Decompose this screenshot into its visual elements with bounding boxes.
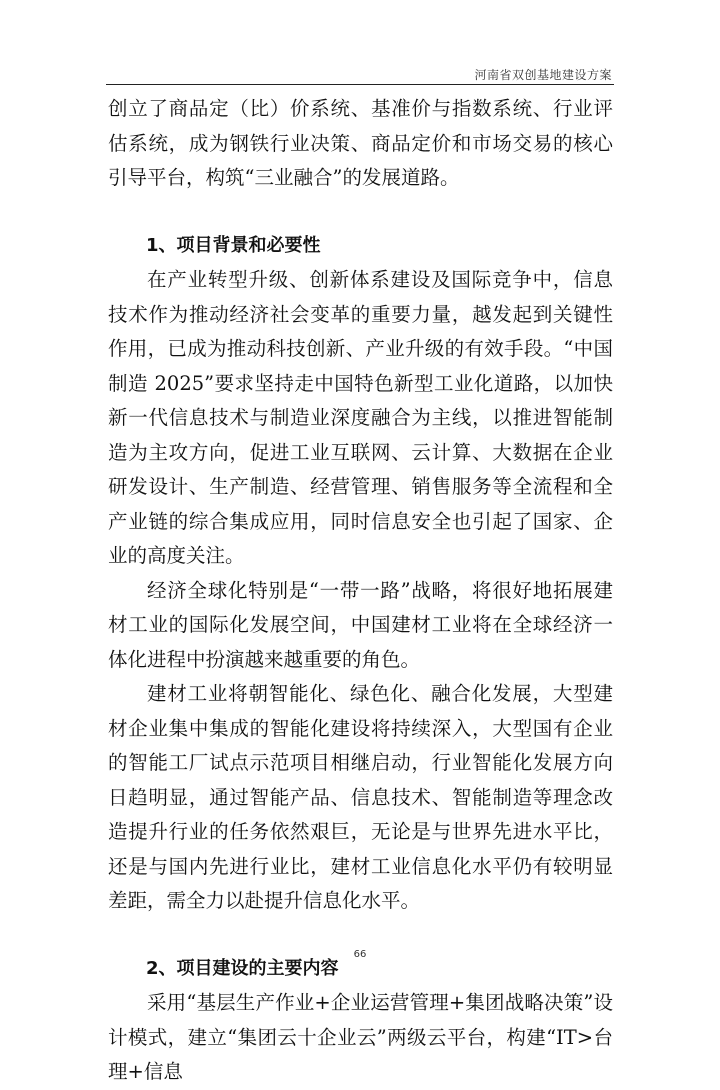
intro-continuation-paragraph: 创立了商品定（比）价系统、基准价与指数系统、行业评估系统，成为钢铁行业决策、商品定价和市场交易的核心引导平台，构筑“三业融合”的发展道路。: [108, 97, 613, 189]
section-spacer: [108, 919, 613, 952]
header-divider: [106, 84, 614, 85]
section1-paragraph-2: 经济全球化特别是“一带一路”战略，将很好地拓展建材工业的国际化发展空间，中国建材工业将在全球经济一体化进程中扮演越来越重要的角色。: [108, 578, 613, 671]
document-body: [108, 92, 613, 1090]
page-number: 66: [353, 949, 367, 960]
section1-paragraph-1: 在产业转型升级、创新体系建设及国际竞争中，信息技术作为推动经济社会变革的重要力量，越发起到关键性作用，已成为推动科技创新、产业升级的有效手段。“中国制造 2025”要求坚持走中国特色新型工业化道路，以加快新一代信息技术与制造业深度融合为主线，以推进智能制造为主攻方向，促进工业互联网、云计算、大数据在企业研发设计、生产制造、经营管理、销售服务等全流程和全产业链的综合集成应用，同时信息安全也引起了国家、企业的高度关注。: [108, 268, 613, 567]
section-heading-background: 1、项目背景和必要性: [146, 234, 321, 256]
section-spacer: [108, 196, 613, 229]
section1-paragraph-3: 建材工业将朝智能化、绿色化、融合化发展，大型建材企业集中集成的智能化建设将持续深入，大型国有企业的智能工厂试点示范项目相继启动，行业智能化发展方向日趋明显，通过智能产品、信息技术、智能制造等理念改造提升行业的任务依然艰巨，无论是与世界先进水平比，还是与国内先进行业比，建材工业信息化水平仍有较明显差距，需全力以赴提升信息化水平。: [108, 682, 613, 912]
section2-paragraph-1: 采用“基层生产作业+企业运营管理+集团战略决策”设计模式，建立“集团云十企业云”两级云平台，构建“IT>台理+信息: [108, 991, 613, 1083]
section-heading-main-content: 2、项目建设的主要内容: [146, 957, 339, 979]
running-header: 河南省双创基地建设方案: [474, 68, 612, 82]
